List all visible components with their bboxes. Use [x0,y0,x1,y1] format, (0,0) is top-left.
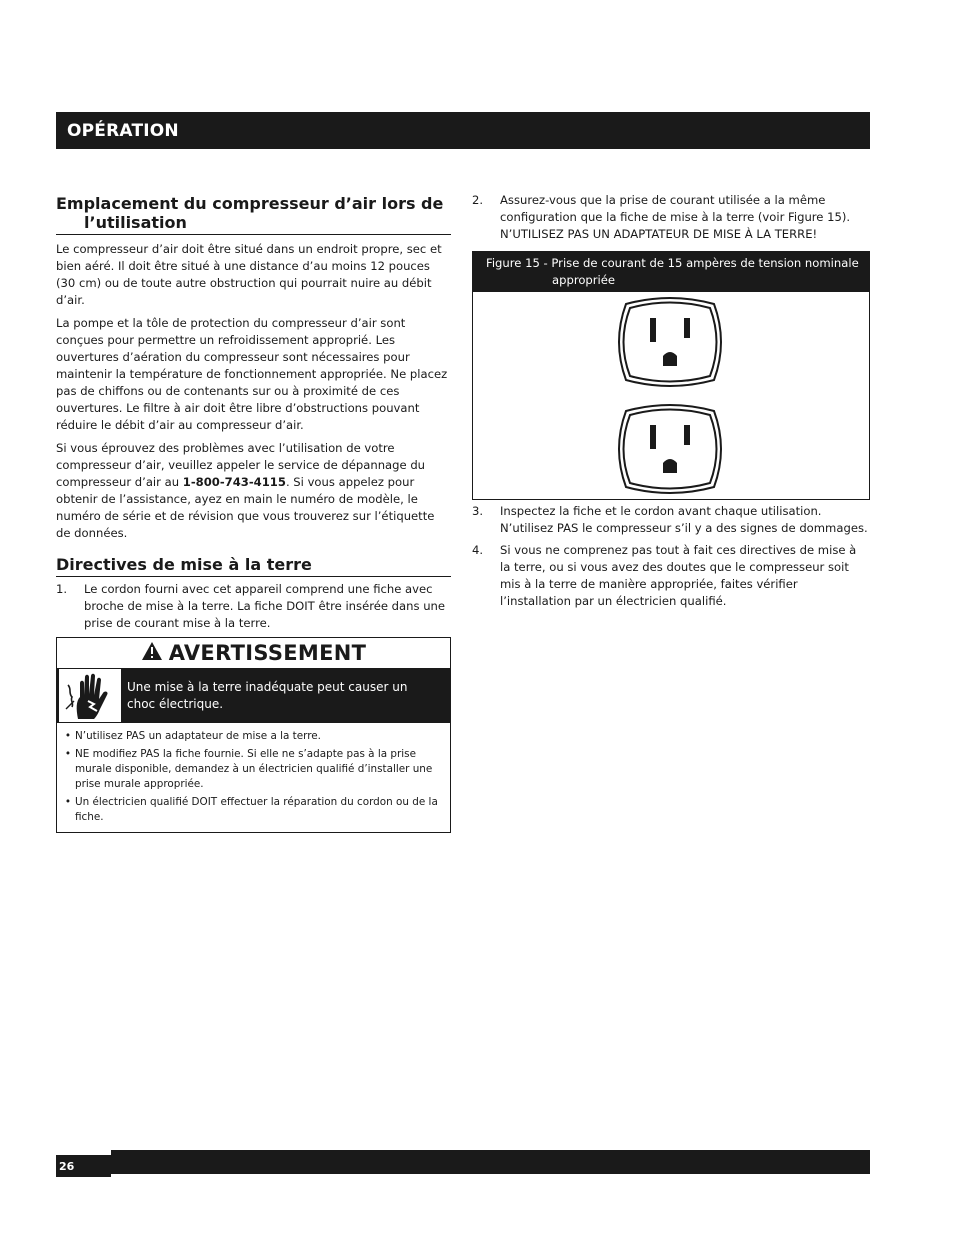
heading-grounding: Directives de mise à la terre [56,555,451,577]
bullet-dot: • [64,730,72,742]
bullet-dot: • [64,796,72,808]
list-text: Assurez-vous que la prise de courant utilisée a la même configuration que la fiche de mise à la terre (voir Figure 15). N’UTILISEZ PAS UN ADAPTATEUR DE MISE À LA TERRE! [500,193,851,241]
footer-bar [111,1150,870,1174]
list-item-1 [56,581,451,632]
warning-bullet-list [57,723,450,832]
paragraph-support [56,440,451,542]
outlet-illustration [473,292,868,499]
list-number: 4. [472,543,484,557]
figure-caption-line-1: Figure 15 - Prise de courant de 15 ampères de tension nominale [486,256,859,270]
warning-bullet [61,747,444,792]
warning-message-band [57,668,450,723]
warning-message: Une mise à la terre inadéquate peut causer un choc électrique. [127,679,408,711]
outlet-bottom-icon [619,405,721,493]
list-number: 3. [472,504,484,518]
list-item-3 [472,503,870,537]
support-text-end: . Si vous appelez pour obtenir de l’assistance, ayez en main le numéro de modèle, le numéro de série et de révision que vous trouverez sur l’étiquette de données. [56,475,435,540]
outlet-top-icon [619,298,721,386]
warning-box [56,637,451,833]
figure-caption-line-2: appropriée [552,273,616,287]
figure-body [473,292,869,499]
warning-bullet-text: Un électricien qualifié DOIT effectuer la réparation du cordon ou de la fiche. [75,796,438,823]
list-item-2 [472,192,870,243]
warning-triangle-icon [141,641,169,666]
warning-title: AVERTISSEMENT [168,641,367,665]
left-column [56,190,451,833]
bullet-dot: • [64,748,72,760]
list-text: Inspectez la fiche et le cordon avant chaque utilisation. N’utilisez PAS le compresseur s’il y a des signes de dommages. [500,504,868,535]
warning-title-row [57,638,450,668]
section-title: OPÉRATION [67,120,179,141]
warning-bullet-text: N’utilisez PAS un adaptateur de mise a la terre. [75,730,321,742]
list-text: Si vous ne comprenez pas tout à fait ces directives de mise à la terre, ou si vous avez des doutes que le compresseur soit mis à la terre de manière appropriée, faites vérifier l’installation par un électricien qualifié. [500,543,857,608]
electric-shock-hand-icon [59,669,121,722]
section-header-bar [56,112,870,149]
figure-caption [473,252,869,292]
paragraph-ventilation: La pompe et la tôle de protection du compresseur d’air sont conçues pour permettre un refroidissement approprié. Les ouvertures d’aération du compresseur sont nécessaires pour maintenir la température de fonctionnement appropriée. Ne placez pas de chiffons ou de contenants sur ou à proximité de ces ouvertures. Le filtre à air doit être libre d’obstructions pouvant réduire le débit d’air au compresseur d’air. [56,316,448,432]
warning-bullet [61,729,444,744]
page-number: 26 [56,1155,111,1177]
list-number: 2. [472,193,484,207]
warning-bullet [61,795,444,825]
heading-air-compressor-location: Emplacement du compresseur d’air lors de l’utilisation [56,194,451,235]
paragraph-location: Le compresseur d’air doit être situé dans un endroit propre, sec et bien aéré. Il doit être situé à une distance d’au moins 12 pouces (30 cm) ou de toute autre obstruction qui pourrait nuire au débit d’air. [56,242,442,307]
list-number: 1. [56,582,68,596]
figure-15 [472,251,870,500]
list-item-4 [472,542,870,610]
support-phone-number: 1-800-743-4115 [182,475,286,489]
support-text-start: Si vous éprouvez des problèmes avec l’utilisation de votre compresseur d’air, veuillez appeler le service de dépannage du compresseur d’air au [56,441,426,489]
list-text: Le cordon fourni avec cet appareil comprend une fiche avec broche de mise à la terre. La fiche DOIT être insérée dans une prise de courant mise à la terre. [84,582,446,630]
warning-bullet-text: NE modifiez PAS la fiche fournie. Si elle ne s’adapte pas à la prise murale disponible, demandez à un électricien qualifié d’installer une prise murale appropriée. [75,748,433,790]
right-column [472,190,870,610]
